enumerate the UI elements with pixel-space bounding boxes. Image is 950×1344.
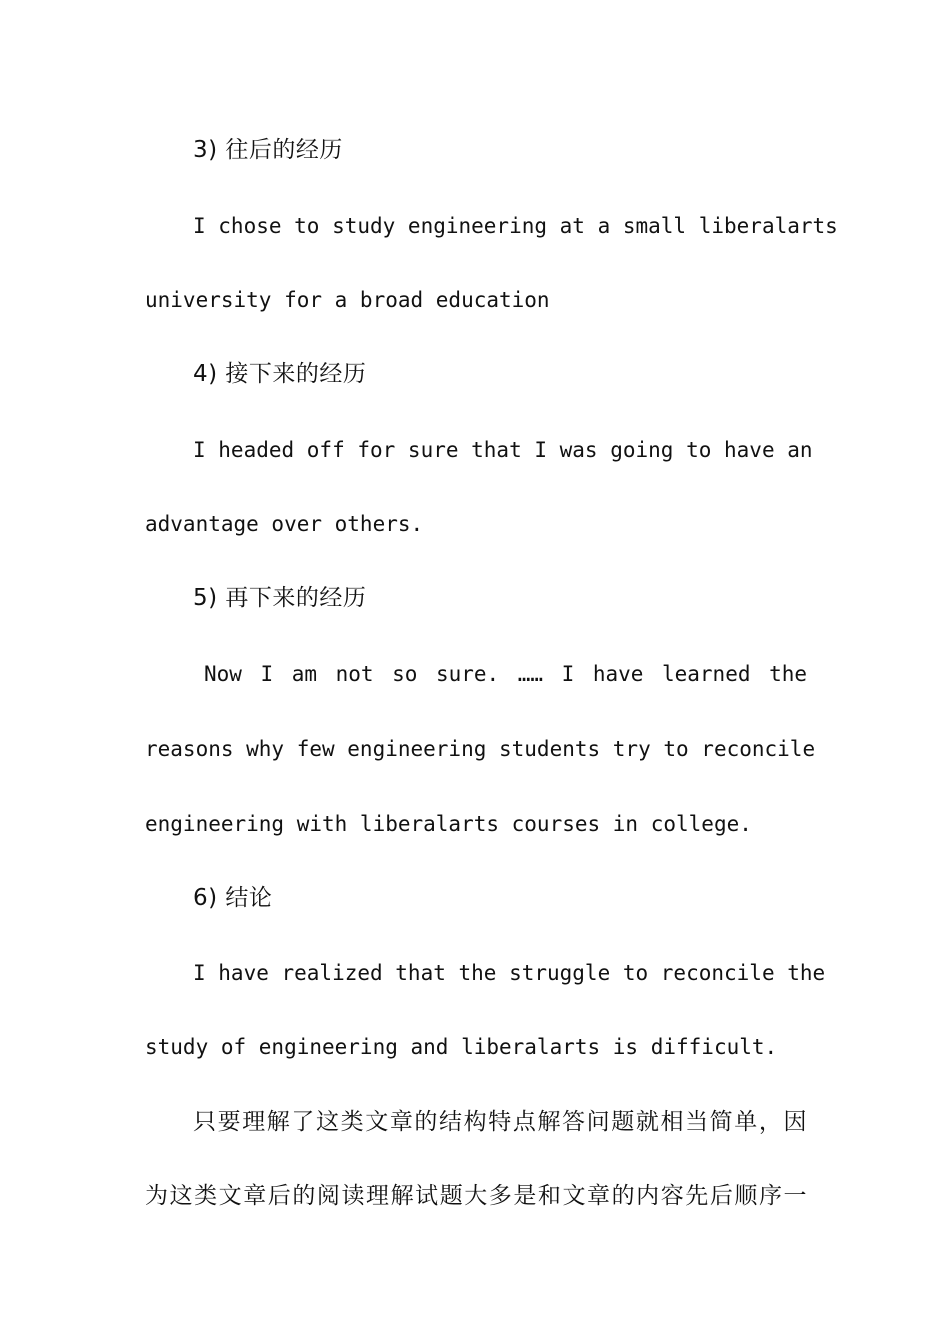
summary-line-2: 为这类文章后的阅读理解试题大多是和文章的内容先后顺序一 xyxy=(145,1183,807,1209)
paragraph-4-line-1: I headed off for sure that I was going to have an xyxy=(193,438,813,462)
paragraph-6-line-1: I have realized that the struggle to reconcile the xyxy=(193,961,826,985)
paragraph-5-line-2: reasons why few engineering students try to reconcile xyxy=(145,737,816,761)
paragraph-5-line-3: engineering with liberalarts courses in college. xyxy=(145,812,752,836)
paragraph-4-line-2: advantage over others. xyxy=(145,512,424,536)
summary-line-1: 只要理解了这类文章的结构特点解答问题就相当简单，因 xyxy=(193,1109,807,1135)
paragraph-5-line-1: Now I am not so sure. …… I have learned the xyxy=(204,662,807,686)
paragraph-3-line-2: university for a broad education xyxy=(145,288,550,312)
paragraph-6-line-2: study of engineering and liberalarts is difficult. xyxy=(145,1035,778,1059)
section-heading-5: 5) 再下来的经历 xyxy=(193,585,367,611)
section-heading-3: 3) 往后的经历 xyxy=(193,137,343,163)
paragraph-3-line-1: I chose to study engineering at a small liberalarts xyxy=(193,214,838,238)
section-heading-4: 4) 接下来的经历 xyxy=(193,361,367,387)
section-heading-6: 6) 结论 xyxy=(193,885,273,911)
